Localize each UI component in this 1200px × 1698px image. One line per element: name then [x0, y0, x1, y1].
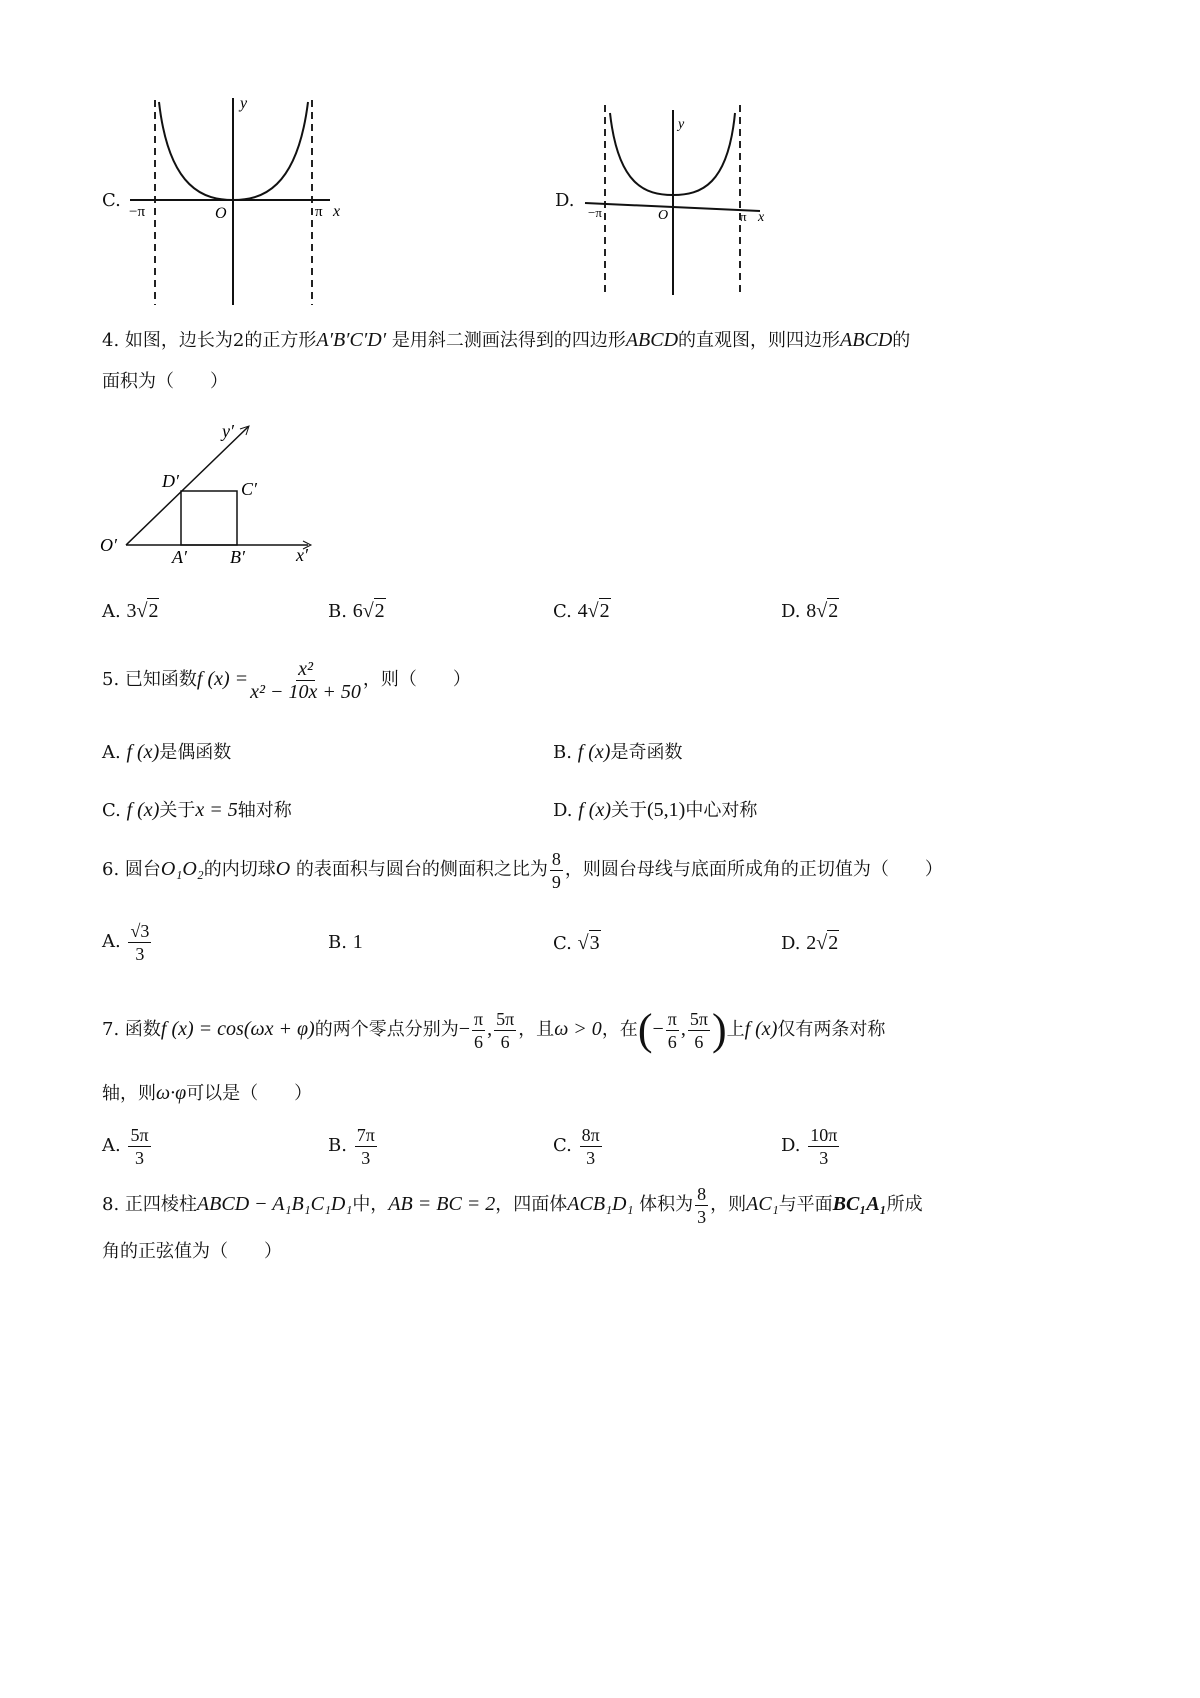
- text-q8-num: 8.: [102, 1194, 120, 1215]
- text-q4-figure-a: A′: [172, 547, 187, 567]
- text-q7-z1d: 6: [474, 1031, 484, 1052]
- text-q4-options-3-rad: 2: [828, 600, 839, 622]
- text-q8-tet: ACB₁D₁: [567, 1193, 634, 1215]
- text-q7-num: 7.: [102, 1019, 120, 1040]
- neg-pi-label: −π: [129, 204, 146, 220]
- text-q6-options-0-label: A.: [102, 931, 121, 952]
- text-q7-minus: −: [652, 1018, 664, 1040]
- text-q4-figure-y: y′: [222, 421, 234, 441]
- text-q8-ac1: AC₁: [746, 1193, 779, 1215]
- math-glyph: √: [577, 932, 589, 954]
- text-q6-options-3-coef: 2: [806, 932, 817, 954]
- text-q4-text3: 的直观图，则四边形: [678, 330, 841, 351]
- x-axis-label: x: [758, 210, 765, 225]
- text-q7-options-1-label: B.: [328, 1135, 347, 1156]
- origin-label: O: [215, 205, 227, 222]
- text-q6-text1: 圆台: [124, 859, 161, 880]
- text-q6-options-1-v: 1: [352, 931, 363, 953]
- text-q6-text2: 的内切球: [203, 859, 276, 880]
- text-q7-fx: f (x) = cos(ωx + φ): [160, 1018, 315, 1040]
- text-q6-options-0-d: 3: [135, 943, 145, 964]
- text-q7-text6: 仅有两条对称: [777, 1019, 886, 1040]
- text-q7-text1: 函数: [124, 1019, 161, 1040]
- graph-option-d: [580, 95, 780, 305]
- text-q4-figure-b: B′: [230, 547, 245, 567]
- option-d[interactable]: [781, 598, 839, 624]
- text-q8-text1: 正四棱柱: [124, 1194, 197, 1215]
- math-glyph: [472, 1008, 485, 1053]
- math-glyph: (: [637, 1005, 653, 1054]
- text-q6-text4: ，则圆台母线与底面所成角的正切值为（ ）: [564, 859, 943, 880]
- question-4-line2: 面积为（ ）: [102, 371, 228, 392]
- text-q4-num: 4.: [102, 330, 120, 351]
- text-q5-options-2-label: C.: [102, 800, 121, 821]
- text-q7-comma: ,: [487, 1018, 493, 1040]
- option-a[interactable]: [102, 598, 159, 624]
- y-axis-label: y: [240, 95, 248, 112]
- math-glyph: [666, 1008, 679, 1053]
- option-d-label: D.: [555, 190, 575, 211]
- text-q4-options-3-label: D.: [781, 601, 801, 622]
- math-glyph: [688, 1008, 710, 1053]
- math-glyph: ): [711, 1005, 727, 1054]
- text-q7-line2m: ω·φ: [156, 1082, 187, 1104]
- text-q7-options-3-n: 10π: [810, 1124, 838, 1145]
- text-q4-text1: 如图，边长为2的正方形: [124, 330, 317, 351]
- math-glyph: [181, 491, 237, 545]
- math-glyph: √: [816, 600, 828, 622]
- option-a[interactable]: [102, 918, 153, 966]
- graph-option-c: [125, 90, 355, 310]
- text-q5-options-3-fx: f (x): [578, 799, 612, 821]
- text-q5-options-2-math: x = 5: [195, 799, 238, 821]
- text-q6-o1o2: O₁O₂: [160, 858, 204, 880]
- text-q6-options-1-label: B.: [328, 932, 347, 953]
- text-q5-options-3-math: (5,1): [647, 799, 686, 821]
- neg-pi-label: −π: [588, 205, 602, 220]
- text-q7-minus: −: [458, 1018, 470, 1040]
- question-8-line2: 角的正弦值为（ ）: [102, 1241, 282, 1262]
- text-q7-line2b: 可以是（ ）: [186, 1083, 313, 1104]
- text-q8-plane: BC₁A₁: [832, 1193, 887, 1215]
- option-b[interactable]: [328, 598, 386, 624]
- text-q5-options-3-text: 关于: [611, 800, 648, 821]
- text-q4-options-1-label: B.: [328, 601, 347, 622]
- option-c[interactable]: [553, 1122, 604, 1170]
- text-q5-num: 5.: [102, 669, 120, 690]
- question-7-line1: [102, 1004, 885, 1055]
- text-q4-shape: A′B′C′D′: [316, 329, 387, 351]
- text-q7-options-1-d: 3: [361, 1147, 371, 1168]
- text-q5-options-1-text: 是奇函数: [610, 742, 683, 763]
- text-q5-options-3-label: D.: [553, 800, 573, 821]
- text-q4-figure-o: O′: [100, 535, 117, 555]
- math-glyph: [128, 920, 151, 965]
- text-q8-text4: 体积为: [639, 1194, 694, 1215]
- text-q6-options-0-n: √3: [130, 920, 150, 941]
- math-glyph: [250, 658, 361, 703]
- option-c[interactable]: [553, 598, 611, 624]
- text-q8-text6: 与平面: [778, 1194, 833, 1215]
- text-q4-abcd: ABCD: [625, 329, 679, 351]
- text-q6-options-2-rad: 3: [589, 932, 600, 954]
- text-q5-text2: ，则（ ）: [362, 669, 471, 690]
- text-q4-options-1-rad: 2: [374, 600, 385, 622]
- text-q5-options-1-label: B.: [553, 742, 572, 763]
- text-q5-options-0-fx: f (x): [126, 741, 160, 763]
- text-q6-frac-d: 9: [551, 871, 561, 892]
- text-q7-options-2-n: 8π: [581, 1124, 600, 1145]
- text-q4-options-2-label: C.: [553, 601, 572, 622]
- option-b[interactable]: [328, 930, 363, 955]
- text-q7-z1n: π: [474, 1008, 484, 1029]
- text-q4-options-2-coef: 4: [577, 600, 588, 622]
- text-q5-options-2-text2: 轴对称: [237, 800, 292, 821]
- text-q5-options-2-fx: f (x): [126, 799, 160, 821]
- text-q4-options-0-rad: 2: [148, 600, 159, 622]
- text-q4-options-2-rad: 2: [599, 600, 610, 622]
- text-q8-text5: ，则: [710, 1194, 747, 1215]
- text-q7-options-1-n: 7π: [356, 1124, 375, 1145]
- text-q4-options-3-coef: 8: [806, 600, 817, 622]
- math-glyph: √: [816, 932, 828, 954]
- text-q6-options-3-rad: 2: [828, 932, 839, 954]
- text-q6-text3: 的表面积与圆台的侧面积之比为: [295, 859, 548, 880]
- option-c[interactable]: [102, 798, 292, 823]
- text-q7-z2n: 5π: [689, 1008, 708, 1029]
- text-q4-figure-x: x′: [296, 545, 308, 565]
- text-q5-fx: f (x) =: [196, 668, 249, 690]
- text-q7-z2d: 6: [694, 1031, 704, 1052]
- text-q7-options-0-n: 5π: [130, 1124, 149, 1145]
- text-q7-options-0-d: 3: [135, 1147, 145, 1168]
- text-q7-z1d: 6: [667, 1031, 677, 1052]
- text-q7-z2d: 6: [500, 1031, 510, 1052]
- math-glyph: [494, 1008, 516, 1053]
- text-q7-fx2: f (x): [744, 1018, 778, 1040]
- text-q7-options-3-d: 3: [819, 1147, 829, 1168]
- pi-label: π: [315, 204, 323, 220]
- text-q8-text7: 所成: [886, 1194, 923, 1215]
- question-4-line1: [102, 328, 910, 353]
- math-glyph: [580, 1124, 602, 1169]
- option-a[interactable]: [102, 740, 231, 765]
- text-q4-options-0-label: A.: [102, 601, 121, 622]
- question-5: [102, 654, 471, 705]
- math-glyph: √: [587, 600, 599, 622]
- text-q7-cond: ω > 0: [554, 1018, 602, 1040]
- option-d[interactable]: [781, 930, 839, 956]
- option-c[interactable]: [553, 930, 601, 956]
- math-glyph: [126, 427, 248, 545]
- option-b[interactable]: [328, 1122, 379, 1170]
- text-q8-text2: 中，: [352, 1194, 389, 1215]
- text-q8-eq: AB = BC = 2: [388, 1193, 496, 1215]
- text-q7-z1n: π: [667, 1008, 677, 1029]
- text-q7-text5: 上: [726, 1019, 745, 1040]
- text-q7-options-3-label: D.: [781, 1135, 801, 1156]
- text-q4-options-0-coef: 3: [126, 600, 137, 622]
- text-q4-text2: 是用斜二测画法得到的四边形: [391, 330, 626, 351]
- text-q7-options-2-label: C.: [553, 1135, 572, 1156]
- option-d[interactable]: [553, 798, 757, 823]
- text-q7-comma: ,: [680, 1018, 686, 1040]
- text-q4-abcd: ABCD: [840, 329, 893, 351]
- text-q8-prism: ABCD − A₁B₁C₁D₁: [196, 1193, 353, 1215]
- text-q4-figure-d: D′: [162, 471, 179, 491]
- text-q7-line2a: 轴，则: [102, 1083, 156, 1104]
- math-glyph: √: [136, 600, 148, 622]
- text-q5-options-0-label: A.: [102, 742, 121, 763]
- text-q5-denom: x² − 10x + 50: [250, 680, 361, 703]
- text-q6-options-3-label: D.: [781, 933, 801, 954]
- text-q7-text2: 的两个零点分别为: [314, 1019, 459, 1040]
- y-axis-label: y: [678, 117, 685, 132]
- text-q7-options-2-d: 3: [586, 1147, 596, 1168]
- pi-label: π: [740, 209, 747, 224]
- question-7-line2: [102, 1081, 312, 1106]
- math-glyph: [550, 848, 563, 893]
- text-q7-text3: ，且: [518, 1019, 555, 1040]
- option-c-label: C.: [102, 190, 121, 211]
- text-q6-frac-n: 8: [551, 848, 561, 869]
- math-glyph: [128, 1124, 150, 1169]
- math-glyph: [355, 1124, 377, 1169]
- text-q7-options-0-label: A.: [102, 1135, 121, 1156]
- origin-label: O: [658, 208, 669, 223]
- option-d[interactable]: [781, 1122, 841, 1170]
- math-glyph: √: [362, 600, 374, 622]
- text-q8-text3: ，四面体: [495, 1194, 568, 1215]
- text-q5-options-0-text: 是偶函数: [159, 742, 232, 763]
- text-q8-vd: 3: [697, 1206, 707, 1227]
- text-q6-options-2-label: C.: [553, 933, 572, 954]
- math-glyph: [695, 1183, 708, 1228]
- text-q5-numer: x²: [298, 657, 313, 680]
- question-6: [102, 845, 943, 894]
- text-q6-num: 6.: [102, 859, 120, 880]
- text-q4-figure-c: C′: [241, 479, 257, 499]
- text-q4-options-1-coef: 6: [352, 600, 363, 622]
- text-q5-options-3-text2: 中心对称: [685, 800, 758, 821]
- text-q5-options-1-fx: f (x): [577, 741, 611, 763]
- math-glyph: [808, 1124, 839, 1169]
- text-q5-text1: 已知函数: [124, 669, 197, 690]
- text-q7-text4: ，在: [601, 1019, 638, 1040]
- text-q7-z2n: 5π: [496, 1008, 515, 1029]
- question-8-line1: [102, 1180, 923, 1229]
- text-q8-vn: 8: [697, 1183, 707, 1204]
- text-q4-text4: 的: [892, 330, 911, 351]
- oblique-drawing-figure: [98, 415, 328, 570]
- text-q6-o: O: [275, 858, 291, 880]
- x-axis-label: x: [333, 203, 341, 220]
- option-a[interactable]: [102, 1122, 153, 1170]
- text-q5-options-2-text: 关于: [159, 800, 196, 821]
- option-b[interactable]: [553, 740, 682, 765]
